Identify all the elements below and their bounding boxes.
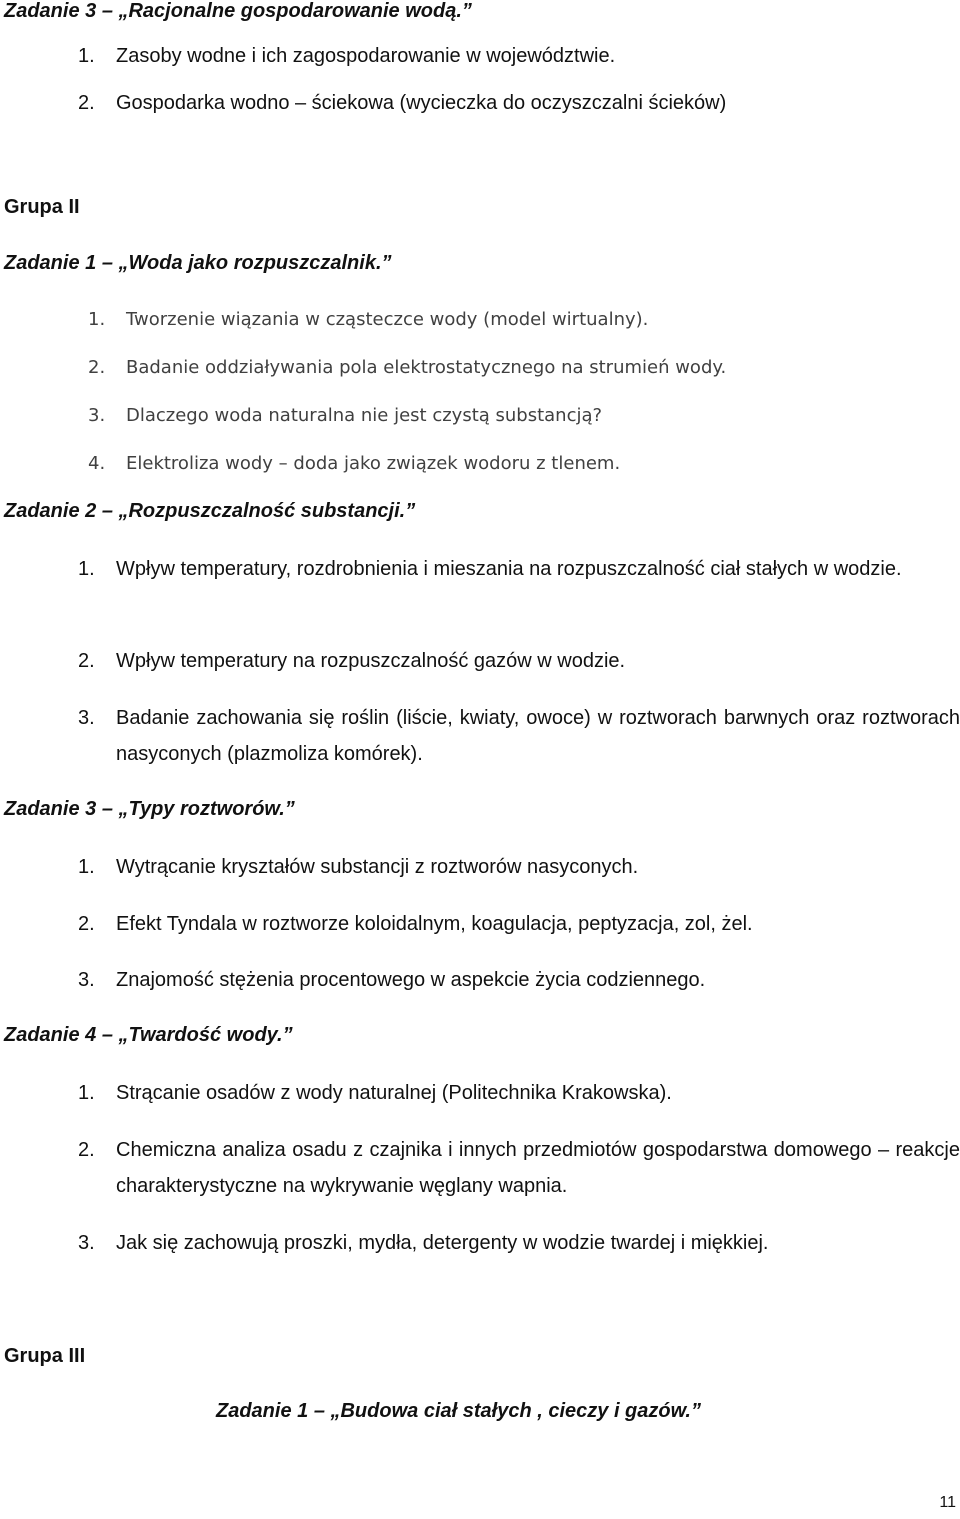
item-text: Wpływ temperatury, rozdrobnienia i mieszania na rozpuszczalność ciał stałych w wodzie. xyxy=(116,558,902,580)
list-item xyxy=(88,350,948,386)
item-number: 1. xyxy=(78,1082,95,1104)
list-item xyxy=(78,962,938,998)
item-text: Tworzenie wiązania w cząsteczce wody (model wirtualny). xyxy=(126,309,649,330)
item-number: 3. xyxy=(78,1232,95,1254)
item-number: 1. xyxy=(78,558,95,580)
list-item xyxy=(88,398,948,434)
item-text: Gospodarka wodno – ściekowa (wycieczka do oczyszczalni ścieków) xyxy=(116,92,727,114)
group-heading: Grupa II xyxy=(4,196,80,218)
item-text: Elektroliza wody – doda jako związek wodoru z tlenem. xyxy=(126,453,621,474)
item-text: Chemiczna analiza osadu z czajnika i innych przedmiotów gospodarstwa domowego – reakcje charakterystyczne na wykrywanie węglany wapnia. xyxy=(116,1139,960,1197)
item-text: Zasoby wodne i ich zagospodarowanie w województwie. xyxy=(116,45,616,67)
page-number: 11 xyxy=(939,1494,956,1511)
group-heading: Grupa III xyxy=(4,1345,86,1367)
item-text: Znajomość stężenia procentowego w aspekcie życia codziennego. xyxy=(116,969,706,991)
task-heading: Zadanie 1 – „Woda jako rozpuszczalnik.” xyxy=(4,252,392,274)
item-number: 1. xyxy=(88,309,106,330)
item-text: Wpływ temperatury na rozpuszczalność gazów w wodzie. xyxy=(116,650,626,672)
list-item xyxy=(78,700,960,772)
item-number: 1. xyxy=(78,856,95,878)
task-heading: Zadanie 3 – „Typy roztworów.” xyxy=(4,798,295,820)
item-text: Strącanie osadów z wody naturalnej (Politechnika Krakowska). xyxy=(116,1082,672,1104)
list-item xyxy=(78,38,938,74)
task-heading: Zadanie 4 – „Twardość wody.” xyxy=(4,1024,293,1046)
item-text: Badanie oddziaływania pola elektrostatycznego na strumień wody. xyxy=(126,357,727,378)
list-item xyxy=(78,1075,938,1111)
list-item xyxy=(78,906,938,942)
list-item xyxy=(78,849,938,885)
list-item xyxy=(78,551,960,623)
item-number: 1. xyxy=(78,45,95,67)
item-number: 2. xyxy=(88,357,106,378)
item-text: Dlaczego woda naturalna nie jest czystą substancją? xyxy=(126,405,603,426)
item-number: 2. xyxy=(78,1139,95,1161)
list-item xyxy=(88,446,948,482)
item-text: Efekt Tyndala w roztworze koloidalnym, koagulacja, peptyzacja, zol, żel. xyxy=(116,913,753,935)
list-item xyxy=(88,302,948,338)
list-item xyxy=(78,1132,960,1204)
item-number: 2. xyxy=(78,92,95,114)
item-number: 2. xyxy=(78,913,95,935)
item-text: Badanie zachowania się roślin (liście, kwiaty, owoce) w roztworach barwnych oraz roztworach nasyconych (plazmoliza komórek). xyxy=(116,707,960,765)
item-number: 2. xyxy=(78,650,95,672)
item-number: 3. xyxy=(78,969,95,991)
list-item xyxy=(78,85,938,121)
list-item xyxy=(78,1225,938,1261)
item-number: 3. xyxy=(88,405,106,426)
item-text: Jak się zachowują proszki, mydła, detergenty w wodzie twardej i miękkiej. xyxy=(116,1232,769,1254)
task-heading: Zadanie 3 – „Racjonalne gospodarowanie wodą.” xyxy=(4,0,472,22)
task-heading: Zadanie 2 – „Rozpuszczalność substancji.” xyxy=(4,500,416,522)
item-text: Wytrącanie kryształów substancji z roztworów nasyconych. xyxy=(116,856,639,878)
item-number: 4. xyxy=(88,453,106,474)
task-heading: Zadanie 1 – „Budowa ciał stałych , cieczy i gazów.” xyxy=(216,1400,701,1422)
list-item xyxy=(78,643,938,679)
item-number: 3. xyxy=(78,707,95,729)
